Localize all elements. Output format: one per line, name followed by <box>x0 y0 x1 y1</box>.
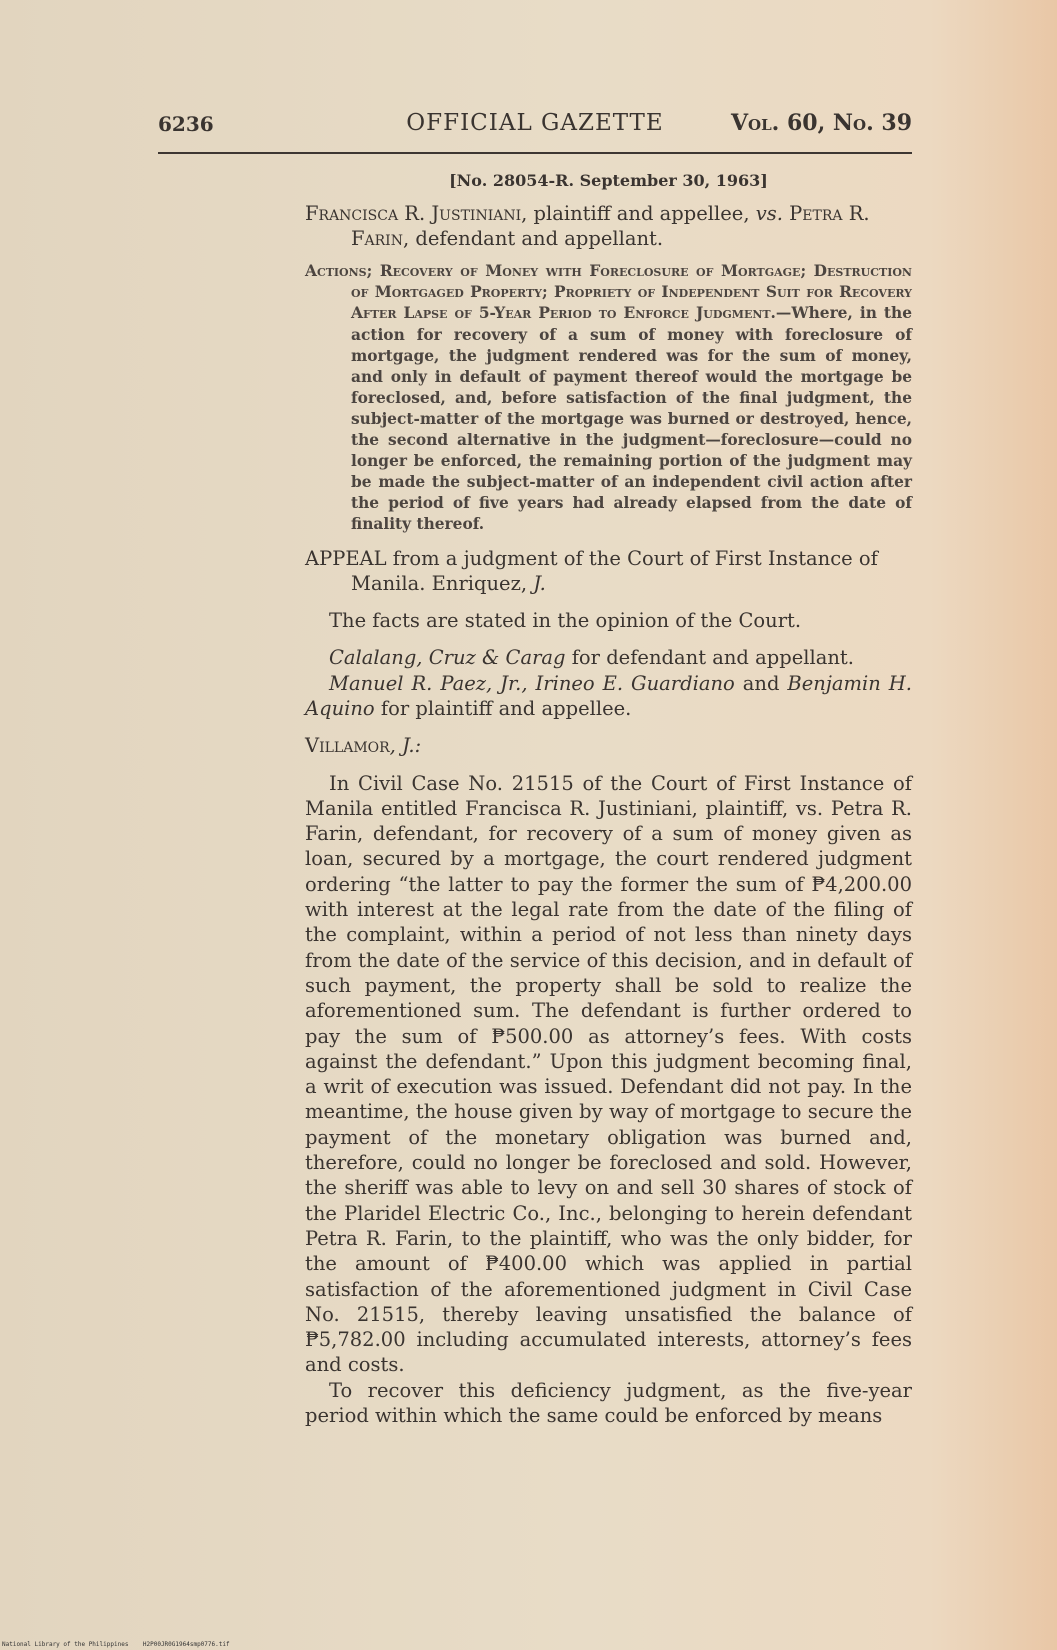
docket-number: [No. 28054-R. September 30, 1963] <box>449 171 768 190</box>
case-content <box>305 168 912 1428</box>
defendant-name: Petra R. Farin <box>351 202 870 251</box>
defendant-role: , defendant and appellant. <box>402 227 664 251</box>
body-paragraph-2: To recover this deficiency judgment, as the five-year period within which the same could be enforced by means <box>305 1378 912 1428</box>
facts-statement: The facts are stated in the opinion of the Court. <box>329 609 802 633</box>
plaintiff-counsel-role: for plaintiff and appellee. <box>374 697 632 720</box>
counsel-plaintiff <box>305 671 912 722</box>
scan-footer: National Library of the Philippines H2P00JR0G1964smp0776.tif <box>2 1641 230 1648</box>
appeal-text: APPEAL from a judgment of the Court of First Instance of Manila. Enriquez, <box>305 546 878 595</box>
syllabus <box>305 261 912 535</box>
plaintiff-counsel-names-2: Benjamin H. Aquino <box>305 671 912 720</box>
ponente <box>305 733 912 758</box>
versus: vs. <box>755 202 783 226</box>
appeal-line <box>305 546 912 597</box>
volume-number: Vol. 60, No. 39 <box>730 110 912 136</box>
counsel-defendant <box>305 645 912 670</box>
journal-title: OFFICIAL GAZETTE <box>406 110 664 136</box>
ponente-suffix: , J.: <box>389 734 422 758</box>
plaintiff-counsel-and: and <box>734 671 788 695</box>
header-rule <box>158 152 912 154</box>
ponente-name: Villamor <box>305 734 390 758</box>
plaintiff-role: , plaintiff and appellee, <box>521 202 756 226</box>
body-paragraph-1: In Civil Case No. 21515 of the Court of First Instance of Manila entitled Francisca R. Justiniani, plaintiff, vs. Petra R. Farin, defendant, for recovery of a sum of money given as loan, secured by a mortgage, the court rendered judgment ordering “the latter to pay the former the sum of ₱4,200.00 with interest at the legal rate from the date of the filing of the complaint, within a period of not less than ninety days from the date of the service of this decision, and in default of such payment, the property shall be sold to realize the aforementioned sum. The defendant is further ordered to pay the sum of ₱500.00 as attorney’s fees. With costs against the defendant.” Upon this judgment becoming final, a writ of execution was issued. Defendant did not pay. In the meantime, the house given by way of mortgage to secure the payment of the monetary obligation was burned and, therefore, could no longer be foreclosed and sold. However, the sheriff was able to levy on and sell 30 shares of stock of the Plaridel Electric Co., Inc., belonging to herein defendant Petra R. Farin, to the plaintiff, who was the only bidder, for the amount of ₱400.00 which was applied in partial satisfaction of the aforementioned judgment in Civil Case No. 21515, thereby leaving unsatisfied the balance of ₱5,782.00 including accumulated interests, attorney’s fees and costs. <box>305 771 912 1377</box>
plaintiff-name: Francisca R. Justiniani <box>305 202 522 226</box>
defendant-counsel-role: for defendant and appellant. <box>565 646 854 670</box>
page-header <box>158 108 912 142</box>
judge-title: J. <box>533 571 546 595</box>
page-number: 6236 <box>158 112 214 136</box>
defendant-counsel-names: Calalang, Cruz & Carag <box>329 646 566 670</box>
syllabus-heading: Actions; Recovery of Money with Foreclosure of Mortgage; Destruction of Mortgaged Property; Propriety of Independent Suit for Recovery After Lapse of 5-Year Period to Enforce Judgment. <box>305 262 912 323</box>
plaintiff-counsel-names-1: Manuel R. Paez, Jr., Irineo E. Guardiano <box>329 671 735 695</box>
case-caption <box>305 201 912 251</box>
syllabus-text: —Where, in the action for recovery of a sum of money with foreclosure of mortgage, the judgment rendered was for the sum of money, and only in default of payment thereof would the mortgage be foreclosed, and, before satisfaction of the final judgment, the subject-matter of the mortgage was burned or destroyed, hence, the second alternative in the judgment—foreclosure—could no longer be enforced, the remaining portion of the judgment may be made the subject-matter of an independent civil action after the period of five years had already elapsed from the date of finality thereof. <box>351 304 912 534</box>
